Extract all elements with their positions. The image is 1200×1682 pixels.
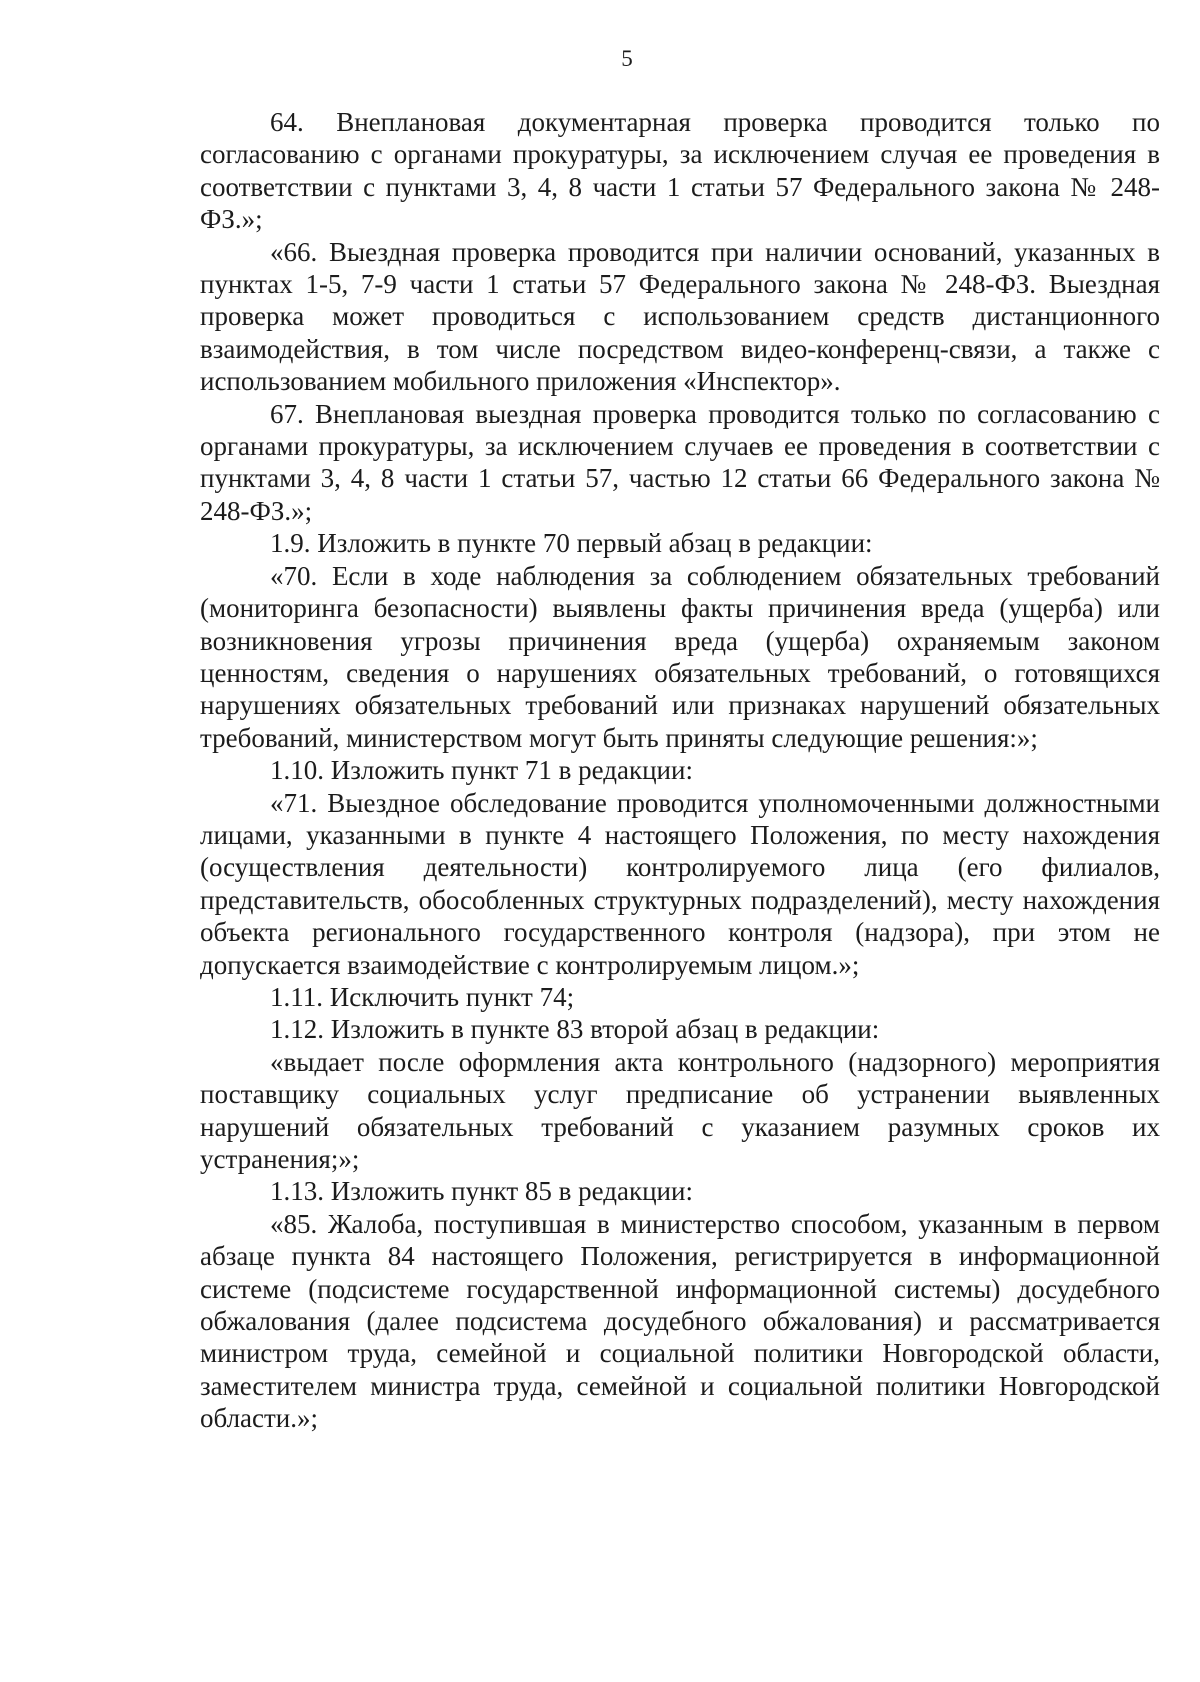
paragraph-66: «66. Выездная проверка проводится при наличии оснований, указанных в пунктах 1-5, 7-9 части 1 статьи 57 Федерального закона № 248-ФЗ. Выездная проверка может проводиться с использованием средств дистанционного взаимодействия, в том числе посредством видео-конференц-связи, а также с использованием мобильного приложения «Инспектор». <box>200 236 1160 397</box>
paragraph-amend-1-9: 1.9. Изложить в пункте 70 первый абзац в редакции: <box>270 528 873 559</box>
paragraph-amend-1-10: 1.10. Изложить пункт 71 в редакции: <box>270 755 693 786</box>
paragraph-amend-1-13: 1.13. Изложить пункт 85 в редакции: <box>270 1176 693 1207</box>
paragraph-71: «71. Выездное обследование проводится уполномоченными должностными лицами, указанными в пункте 4 настоящего Положения, по месту нахождения (осуществления деятельности) контролируемого лица (его филиалов, представительств, обособленных структурных подразделений), месту нахождения объекта регионального государственного контроля (надзора), при этом не допускается взаимодействие с контролируемым лицом.»; <box>200 787 1160 980</box>
paragraph-64: 64. Внеплановая документарная проверка проводится только по согласованию с органами прокуратуры, за исключением случая ее проведения в соответствии с пунктами 3, 4, 8 части 1 статьи 57 Федерального закона № 248-ФЗ.»; <box>200 107 1160 235</box>
paragraph-85: «85. Жалоба, поступившая в министерство способом, указанным в первом абзаце пункта 84 настоящего Положения, регистрируется в информационной системе (подсистеме государственной информационной системы) досудебного обжалования (далее подсистема досудебного обжалования) и рассматривается министром труда, семейной и социальной политики Новгородской области, заместителем министра труда, семейной и социальной политики Новгородской области.»; <box>200 1208 1160 1434</box>
document-body <box>200 106 1160 1435</box>
paragraph-83-text: «выдает после оформления акта контрольного (надзорного) мероприятия поставщику социальных услуг предписание об устранении выявленных нарушений обязательных требований с указанием разумных сроков их устранения;»; <box>200 1046 1160 1174</box>
paragraph-amend-1-12: 1.12. Изложить в пункте 83 второй абзац в редакции: <box>270 1014 880 1045</box>
paragraph-67: 67. Внеплановая выездная проверка проводится только по согласованию с органами прокуратуры, за исключением случаев ее проведения в соответствии с пунктами 3, 4, 8 части 1 статьи 57, частью 12 статьи 66 Федерального закона № 248-ФЗ.»; <box>200 398 1160 526</box>
paragraph-70: «70. Если в ходе наблюдения за соблюдением обязательных требований (мониторинга безопасности) выявлены факты причинения вреда (ущерба) или возникновения угрозы причинения вреда (ущерба) охраняемым законом ценностям, сведения о нарушениях обязательных требований, о готовящихся нарушениях обязательных требований или признаках нарушений обязательных требований, министерством могут быть приняты следующие решения:»; <box>200 560 1160 753</box>
paragraph-amend-1-11: 1.11. Исключить пункт 74; <box>270 981 575 1012</box>
page-number: 5 <box>621 46 633 71</box>
